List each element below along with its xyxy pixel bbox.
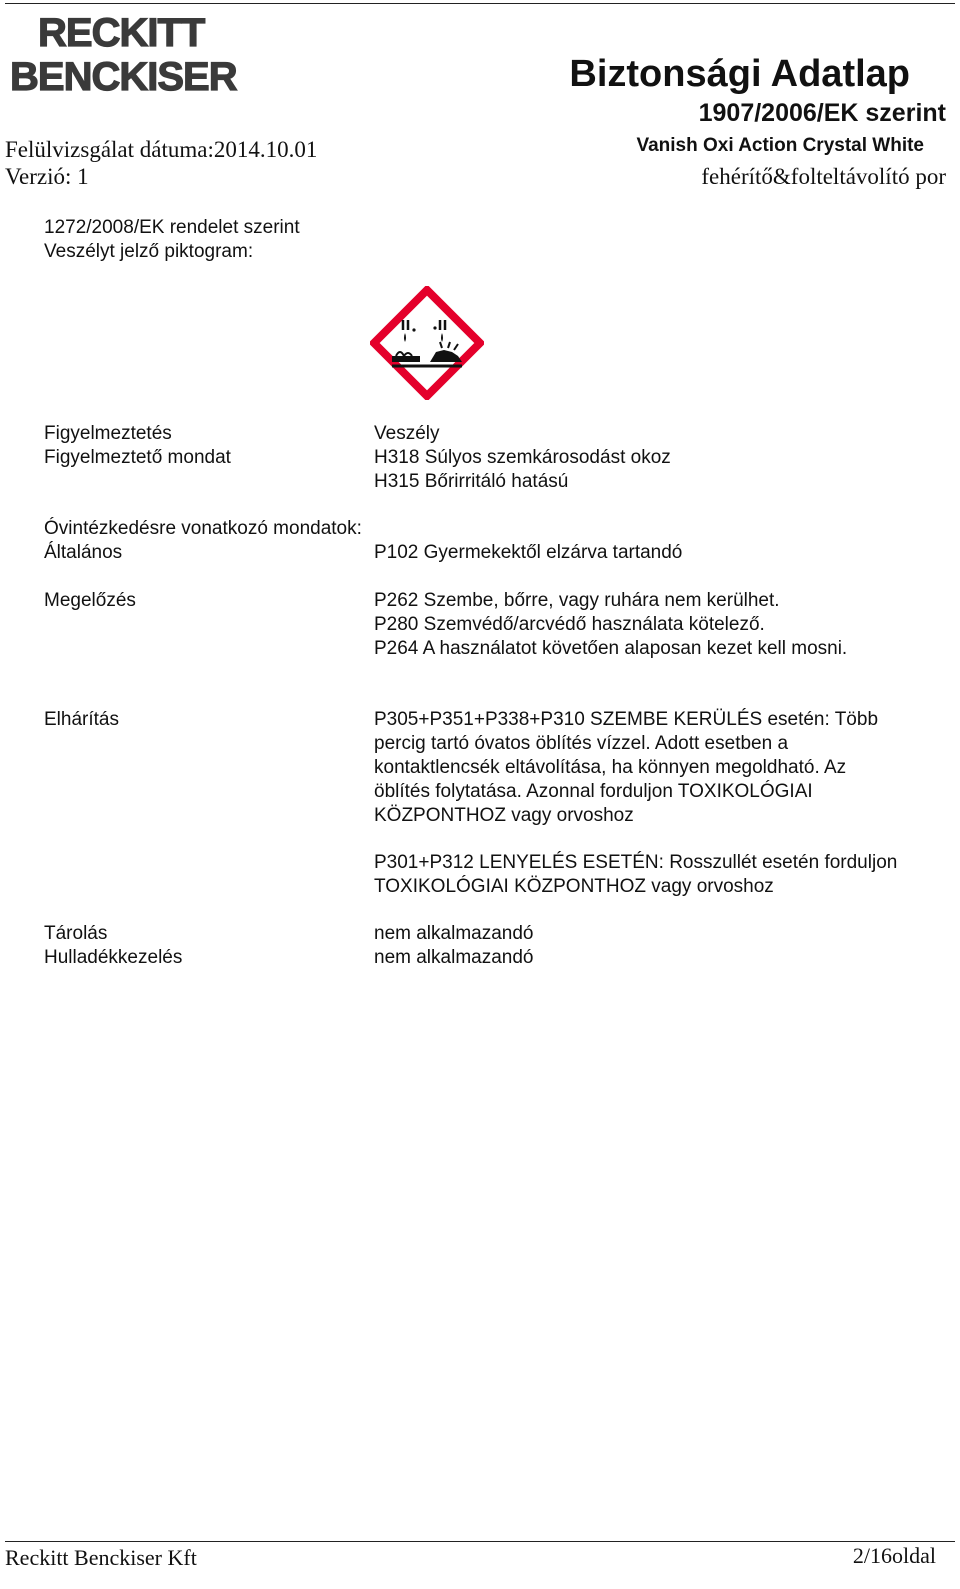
document-title: Biztonsági Adatlap — [569, 53, 910, 95]
page-number: 2/16oldal — [852, 1543, 936, 1568]
signal-word-label: Figyelmeztetés — [44, 423, 172, 444]
product-name: Vanish Oxi Action Crystal White — [636, 135, 924, 156]
signal-word: Veszély — [374, 423, 440, 444]
footer-company: Reckitt Benckiser Kft — [5, 1545, 197, 1570]
reckitt-benckiser-logo — [8, 8, 248, 96]
prevention-statement: P262 Szembe, bőrre, vagy ruhára nem kerülhet. — [374, 590, 780, 611]
prevention-statement: P280 Szemvédő/arcvédő használata kötelező. — [374, 614, 765, 635]
regulation-reference: 1907/2006/EK szerint — [698, 99, 946, 127]
hazard-statement: H315 Bőrirritáló hatású — [374, 471, 569, 492]
storage-label: Tárolás — [44, 923, 108, 944]
general-statement: P102 Gyermekektől elzárva tartandó — [374, 542, 683, 563]
footer-rule — [5, 1541, 955, 1542]
precautionary-heading: Óvintézkedésre vonatkozó mondatok: — [44, 518, 362, 539]
prevention-label: Megelőzés — [44, 590, 136, 611]
version: Verzió: 1 — [5, 164, 89, 189]
hazard-statement-label: Figyelmeztető mondat — [44, 447, 231, 468]
response-statement-line: kontaktlencsék eltávolítása, ha könnyen megoldható. Az — [374, 757, 847, 778]
response-statement-line: P305+P351+P338+P310 SZEMBE KERÜLÉS esetén: Több — [374, 709, 879, 730]
svg-text:BENCKISER: BENCKISER — [10, 55, 237, 96]
general-label: Általános — [44, 542, 123, 563]
disposal-label: Hulladékkezelés — [44, 947, 183, 968]
regulation-line: 1272/2008/EK rendelet szerint — [44, 217, 300, 238]
response-statement-line: TOXIKOLÓGIAI KÖZPONTHOZ vagy orvoshoz — [374, 876, 774, 897]
pictogram-label: Veszélyt jelző piktogram: — [44, 241, 254, 262]
prevention-statement: P264 A használatot követően alaposan kezet kell mosni. — [374, 638, 848, 659]
response-statement-line: KÖZPONTHOZ vagy orvoshoz — [374, 805, 634, 826]
svg-text:RECKITT: RECKITT — [38, 11, 205, 55]
header-rule — [5, 3, 955, 4]
revision-date: Felülvizsgálat dátuma:2014.10.01 — [5, 137, 318, 162]
storage-statement: nem alkalmazandó — [374, 923, 534, 944]
response-statement-line: öblítés folytatása. Azonnal forduljon TOXIKOLÓGIAI — [374, 781, 813, 802]
hazard-statement: H318 Súlyos szemkárosodást okoz — [374, 447, 671, 468]
ghs05-corrosion-icon — [370, 286, 484, 400]
disposal-statement: nem alkalmazandó — [374, 947, 534, 968]
response-statement-line: P301+P312 LENYELÉS ESETÉN: Rosszullét esetén forduljon — [374, 852, 898, 873]
product-type: fehérítő&folteltávolító por — [701, 164, 946, 189]
response-statement-line: percig tartó óvatos öblítés vízzel. Adott esetben a — [374, 733, 789, 754]
response-label: Elhárítás — [44, 709, 119, 730]
